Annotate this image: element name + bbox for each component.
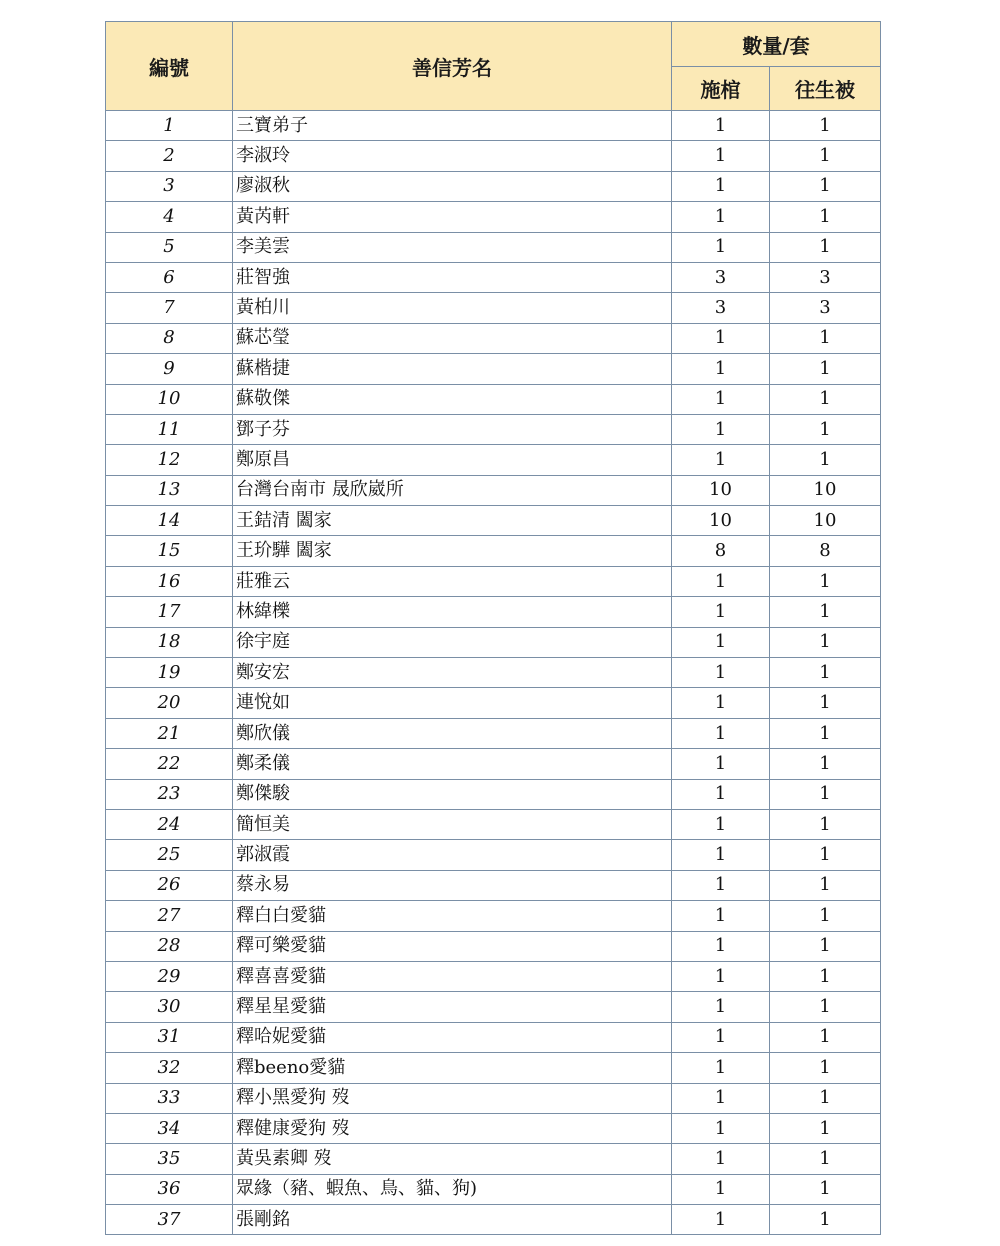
table-row (106, 688, 881, 718)
donor-name: 李淑玲 (233, 141, 672, 171)
shroud-quantity: 1 (770, 202, 881, 232)
shroud-quantity: 1 (770, 232, 881, 262)
table-row (106, 475, 881, 505)
shroud-quantity: 10 (770, 475, 881, 505)
coffin-quantity: 1 (672, 870, 770, 900)
donor-name: 蘇芯瑩 (233, 323, 672, 353)
row-number: 15 (106, 536, 233, 566)
coffin-quantity: 10 (672, 475, 770, 505)
coffin-quantity: 8 (672, 536, 770, 566)
shroud-quantity: 8 (770, 536, 881, 566)
shroud-quantity: 1 (770, 111, 881, 141)
shroud-quantity: 1 (770, 414, 881, 444)
coffin-quantity: 1 (672, 202, 770, 232)
table-body (106, 111, 881, 1235)
coffin-quantity: 1 (672, 566, 770, 596)
table-row (106, 961, 881, 991)
shroud-quantity: 1 (770, 384, 881, 414)
shroud-quantity: 1 (770, 171, 881, 201)
row-number: 34 (106, 1113, 233, 1143)
table-row (106, 566, 881, 596)
row-number: 21 (106, 718, 233, 748)
shroud-quantity: 1 (770, 627, 881, 657)
shroud-quantity: 1 (770, 141, 881, 171)
table-row (106, 597, 881, 627)
donor-name: 眾緣（豬、蝦魚、鳥、貓、狗) (233, 1174, 672, 1204)
coffin-quantity: 1 (672, 384, 770, 414)
donor-name: 釋喜喜愛貓 (233, 961, 672, 991)
row-number: 9 (106, 354, 233, 384)
donor-name: 蔡永易 (233, 870, 672, 900)
table-row (106, 141, 881, 171)
shroud-quantity: 1 (770, 901, 881, 931)
row-number: 7 (106, 293, 233, 323)
row-number: 3 (106, 171, 233, 201)
donor-list-sheet (105, 21, 880, 1235)
table-row (106, 232, 881, 262)
shroud-quantity: 1 (770, 1174, 881, 1204)
donor-name: 莊智強 (233, 262, 672, 292)
table-row (106, 414, 881, 444)
table-row (106, 1083, 881, 1113)
table-row (106, 840, 881, 870)
row-number: 10 (106, 384, 233, 414)
donor-name: 徐宇庭 (233, 627, 672, 657)
row-number: 6 (106, 262, 233, 292)
row-number: 23 (106, 779, 233, 809)
donor-name: 連悅如 (233, 688, 672, 718)
header-shroud: 往生被 (770, 67, 881, 111)
row-number: 8 (106, 323, 233, 353)
coffin-quantity: 1 (672, 809, 770, 839)
coffin-quantity: 1 (672, 749, 770, 779)
row-number: 29 (106, 961, 233, 991)
donor-name: 釋白白愛貓 (233, 901, 672, 931)
table-row (106, 445, 881, 475)
coffin-quantity: 1 (672, 1083, 770, 1113)
table-row (106, 323, 881, 353)
donor-name: 黃柏川 (233, 293, 672, 323)
donor-name: 鄭原昌 (233, 445, 672, 475)
donor-name: 鄭欣儀 (233, 718, 672, 748)
shroud-quantity: 1 (770, 1205, 881, 1235)
coffin-quantity: 1 (672, 779, 770, 809)
donor-name: 張剛銘 (233, 1205, 672, 1235)
donor-name: 釋小黑愛狗 歿 (233, 1083, 672, 1113)
row-number: 35 (106, 1144, 233, 1174)
coffin-quantity: 1 (672, 171, 770, 201)
row-number: 32 (106, 1053, 233, 1083)
coffin-quantity: 1 (672, 1053, 770, 1083)
donor-name: 黃吳素卿 歿 (233, 1144, 672, 1174)
shroud-quantity: 1 (770, 1083, 881, 1113)
coffin-quantity: 1 (672, 445, 770, 475)
shroud-quantity: 1 (770, 961, 881, 991)
coffin-quantity: 3 (672, 262, 770, 292)
coffin-quantity: 1 (672, 992, 770, 1022)
shroud-quantity: 1 (770, 688, 881, 718)
coffin-quantity: 10 (672, 506, 770, 536)
table-row (106, 1022, 881, 1052)
row-number: 1 (106, 111, 233, 141)
table-row (106, 1205, 881, 1235)
table-row (106, 749, 881, 779)
row-number: 24 (106, 809, 233, 839)
donor-name: 李美雲 (233, 232, 672, 262)
table-row (106, 171, 881, 201)
coffin-quantity: 1 (672, 597, 770, 627)
donor-name: 釋哈妮愛貓 (233, 1022, 672, 1052)
table-row (106, 506, 881, 536)
row-number: 12 (106, 445, 233, 475)
coffin-quantity: 3 (672, 293, 770, 323)
row-number: 18 (106, 627, 233, 657)
row-number: 36 (106, 1174, 233, 1204)
table-row (106, 354, 881, 384)
table-row (106, 384, 881, 414)
donor-name: 鄭柔儀 (233, 749, 672, 779)
donor-name: 廖淑秋 (233, 171, 672, 201)
coffin-quantity: 1 (672, 688, 770, 718)
coffin-quantity: 1 (672, 141, 770, 171)
coffin-quantity: 1 (672, 901, 770, 931)
table-row (106, 262, 881, 292)
table-row (106, 536, 881, 566)
donor-name: 釋健康愛狗 歿 (233, 1113, 672, 1143)
coffin-quantity: 1 (672, 1022, 770, 1052)
shroud-quantity: 10 (770, 506, 881, 536)
shroud-quantity: 1 (770, 445, 881, 475)
shroud-quantity: 1 (770, 931, 881, 961)
table-row (106, 931, 881, 961)
coffin-quantity: 1 (672, 1113, 770, 1143)
coffin-quantity: 1 (672, 627, 770, 657)
row-number: 26 (106, 870, 233, 900)
coffin-quantity: 1 (672, 354, 770, 384)
coffin-quantity: 1 (672, 718, 770, 748)
row-number: 31 (106, 1022, 233, 1052)
donor-name: 黃芮軒 (233, 202, 672, 232)
row-number: 16 (106, 566, 233, 596)
coffin-quantity: 1 (672, 931, 770, 961)
table-row (106, 901, 881, 931)
shroud-quantity: 1 (770, 597, 881, 627)
coffin-quantity: 1 (672, 961, 770, 991)
table-row (106, 718, 881, 748)
coffin-quantity: 1 (672, 232, 770, 262)
shroud-quantity: 1 (770, 779, 881, 809)
shroud-quantity: 3 (770, 293, 881, 323)
donor-name: 蘇楷捷 (233, 354, 672, 384)
row-number: 14 (106, 506, 233, 536)
row-number: 19 (106, 658, 233, 688)
coffin-quantity: 1 (672, 111, 770, 141)
row-number: 13 (106, 475, 233, 505)
row-number: 17 (106, 597, 233, 627)
coffin-quantity: 1 (672, 658, 770, 688)
shroud-quantity: 1 (770, 566, 881, 596)
shroud-quantity: 1 (770, 1113, 881, 1143)
coffin-quantity: 1 (672, 840, 770, 870)
table-row (106, 202, 881, 232)
shroud-quantity: 1 (770, 354, 881, 384)
donor-name: 鄭傑駿 (233, 779, 672, 809)
donor-name: 台灣台南市 晟欣崴所 (233, 475, 672, 505)
row-number: 28 (106, 931, 233, 961)
donor-name: 蘇敬傑 (233, 384, 672, 414)
shroud-quantity: 1 (770, 718, 881, 748)
donor-name: 王玠驊 闔家 (233, 536, 672, 566)
donor-name: 三寶弟子 (233, 111, 672, 141)
donor-name: 莊雅云 (233, 566, 672, 596)
table-row (106, 1144, 881, 1174)
coffin-quantity: 1 (672, 1144, 770, 1174)
table-header (106, 22, 881, 111)
donor-name: 鄭安宏 (233, 658, 672, 688)
header-donor-name: 善信芳名 (233, 22, 672, 111)
table-row (106, 658, 881, 688)
row-number: 4 (106, 202, 233, 232)
shroud-quantity: 1 (770, 1144, 881, 1174)
shroud-quantity: 1 (770, 658, 881, 688)
donor-name: 王銡清 闔家 (233, 506, 672, 536)
donor-name: 釋星星愛貓 (233, 992, 672, 1022)
table-row (106, 1174, 881, 1204)
donor-name: 釋可樂愛貓 (233, 931, 672, 961)
table-row (106, 779, 881, 809)
row-number: 5 (106, 232, 233, 262)
header-number: 編號 (106, 22, 233, 111)
row-number: 27 (106, 901, 233, 931)
table-row (106, 809, 881, 839)
donor-name: 鄧子芬 (233, 414, 672, 444)
coffin-quantity: 1 (672, 1174, 770, 1204)
row-number: 33 (106, 1083, 233, 1113)
row-number: 20 (106, 688, 233, 718)
shroud-quantity: 1 (770, 749, 881, 779)
row-number: 22 (106, 749, 233, 779)
shroud-quantity: 1 (770, 809, 881, 839)
shroud-quantity: 1 (770, 992, 881, 1022)
header-quantity: 數量/套 (672, 22, 881, 67)
coffin-quantity: 1 (672, 414, 770, 444)
row-number: 30 (106, 992, 233, 1022)
donor-table (105, 21, 881, 1235)
header-coffin: 施棺 (672, 67, 770, 111)
table-row (106, 1113, 881, 1143)
donor-name: 郭淑霞 (233, 840, 672, 870)
table-row (106, 111, 881, 141)
donor-name: 釋beeno愛貓 (233, 1053, 672, 1083)
donor-name: 林緯櫟 (233, 597, 672, 627)
shroud-quantity: 3 (770, 262, 881, 292)
table-row (106, 1053, 881, 1083)
table-row (106, 992, 881, 1022)
shroud-quantity: 1 (770, 870, 881, 900)
shroud-quantity: 1 (770, 323, 881, 353)
table-row (106, 627, 881, 657)
row-number: 11 (106, 414, 233, 444)
table-row (106, 870, 881, 900)
table-row (106, 293, 881, 323)
shroud-quantity: 1 (770, 840, 881, 870)
coffin-quantity: 1 (672, 1205, 770, 1235)
coffin-quantity: 1 (672, 323, 770, 353)
row-number: 25 (106, 840, 233, 870)
shroud-quantity: 1 (770, 1053, 881, 1083)
row-number: 37 (106, 1205, 233, 1235)
donor-name: 簡恒美 (233, 809, 672, 839)
row-number: 2 (106, 141, 233, 171)
shroud-quantity: 1 (770, 1022, 881, 1052)
